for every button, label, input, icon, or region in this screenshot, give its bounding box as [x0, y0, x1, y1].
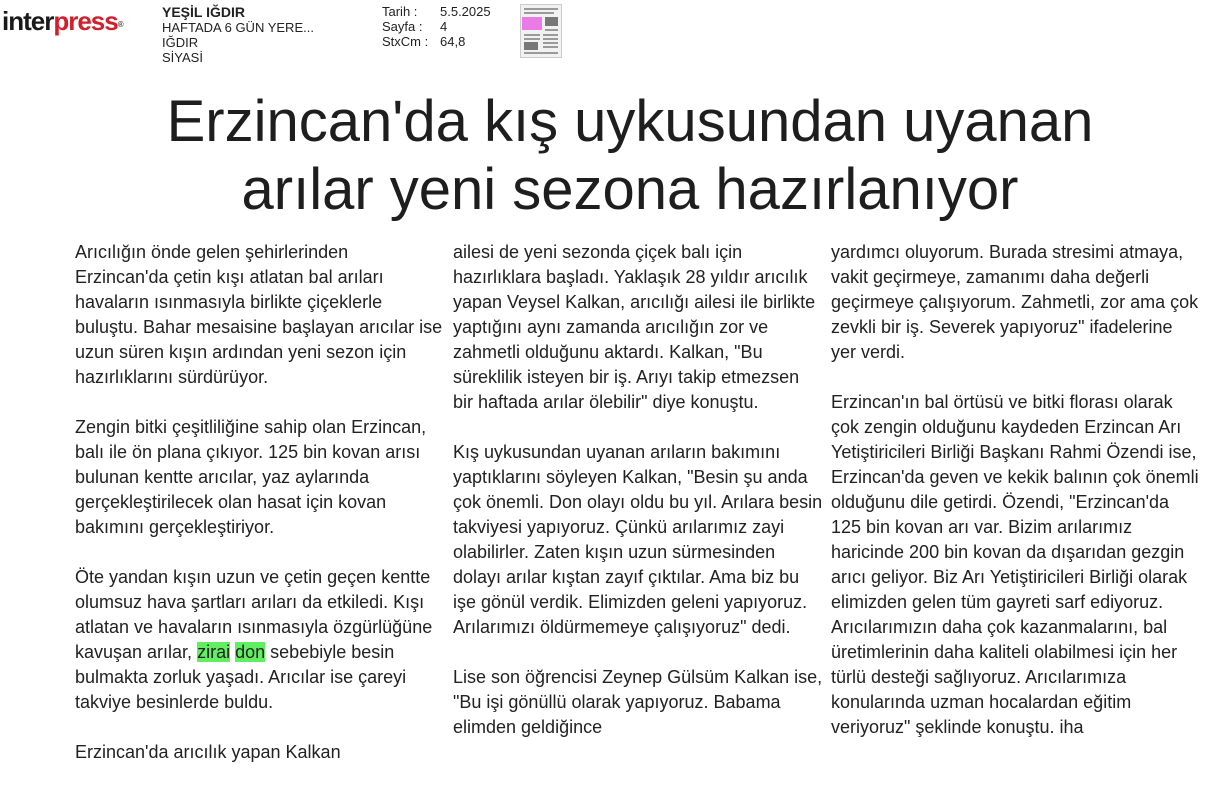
registered-mark: ® — [117, 20, 123, 29]
paragraph: Kış uykusundan uyanan arıların bakımını yaptıklarını söyleyen Kalkan, "Besin şu anda çok önemli. Don olayı oldu bu yıl. Arılara besin takviyesi yapıyoruz. Çünkü arılarımız zayi olabilirler. Zaten kışın uzun sürmesinden dolayı arılar kıştan zayıf çıktılar. Ama biz bu işe gönül verdik. Elimizden geleni yapıyoruz. Arılarımızı öldürmemeye çalışıyoruz" dedi. — [453, 442, 823, 637]
paragraph: Erzincan'da arıcılık yapan Kalkan — [75, 742, 341, 762]
publication-name: YEŞİL IĞDIR — [162, 4, 245, 20]
page-row — [382, 19, 491, 34]
paragraph: Erzincan'ın bal örtüsü ve bitki florası olarak çok zengin olduğunu kaydeden Erzincan Arı Yetiştiricileri Birliği Başkanı Rahmi Özendi ise, Erzincan'da geven ve kekik balının çok önemli olduğunu dile getirdi. Özendi, "Erzincan'da 125 bin kovan arı var. Bizim arılarımız haricinde 200 bin kovan da dışarıdan gezgin arıcı geliyor. Biz Arı Yetiştiricileri Birliği olarak elimizden gelen tüm gayreti sarf ediyoruz. Arıcılarımızın daha çok kazanmalarını, bal üretimlerinin daha kaliteli olabilmesi için her türlü desteği sağlıyoruz. Arıcılarımıza konularında uzman hocalardan eğitim veriyoruz" şeklinde konuştu. iha — [831, 392, 1199, 737]
paragraph: yardımcı oluyorum. Burada stresimi atmaya, vakit geçirmeye, zamanımı daha değerli geçirmeye çalışıyorum. Zahmetli, zor ama çok zevkli bir iş. Severek yapıyoruz" ifadelerine yer verdi. — [831, 242, 1199, 362]
page-label: Sayfa : — [382, 19, 423, 34]
paragraph-text: sebebiyle besin bulmakta zorluk yaşadı. Arıcılar ise çareyi takviye besinlerde buldu. — [75, 642, 407, 712]
highlighted-keyword: don — [235, 642, 266, 662]
date-row — [382, 4, 491, 19]
stxcm-label: StxCm : — [382, 34, 429, 49]
interpress-logo — [2, 6, 123, 36]
logo-part2: press — [53, 6, 118, 36]
article-column-3 — [831, 240, 1201, 765]
publication-city: IĞDIR — [162, 35, 199, 50]
stxcm-value: 64,8 — [440, 34, 466, 49]
article-location-highlight — [522, 17, 542, 30]
highlighted-keyword: zirai — [197, 642, 231, 662]
headline-line-2: arılar yeni sezona hazırlanıyor — [241, 157, 1019, 222]
date-value: 5.5.2025 — [440, 4, 491, 19]
logo-part1: inter — [2, 6, 54, 36]
article-headline — [40, 88, 1215, 224]
paragraph-text: Öte yandan kışın uzun ve çetin geçen kentte olumsuz hava şartları arıları da etkiledi. Kışı atlatan ve havaların ısınmasıyla özgürlüğüne kavuşan arılar, — [75, 567, 433, 662]
paragraph: Arıcılığın önde gelen şehirlerinden Erzincan'da çetin kışı atlatan bal arıları havaların ısınmasıyla birlikte çiçeklerle buluştu. Bahar mesaisine başlayan arıcılar ise uzun süren kışın ardından yeni sezon için hazırlıklarını sürdürüyor. — [75, 242, 443, 387]
clipping-meta — [162, 5, 314, 65]
paragraph: Zengin bitki çeşitliliğine sahip olan Erzincan, balı ile ön plana çıkıyor. 125 bin kovan arısı bulunan kentte arıcılar, yaz aylarında gerçekleştirilecek olan hasat için kovan bakımını gerçekleştiriyor. — [75, 417, 427, 537]
publication-frequency: HAFTADA 6 GÜN YERE... — [162, 20, 314, 35]
article-column-1 — [75, 240, 445, 790]
page-value: 4 — [440, 19, 448, 34]
date-label: Tarih : — [382, 4, 418, 19]
paragraph — [75, 565, 445, 715]
stxcm-row — [382, 34, 491, 49]
clipping-details — [382, 4, 491, 49]
headline-line-1: Erzincan'da kış uykusundan uyanan — [166, 89, 1094, 154]
publication-category: SİYASİ — [162, 50, 203, 65]
article-column-2 — [453, 240, 823, 765]
paragraph: Lise son öğrencisi Zeynep Gülsüm Kalkan ise, "Bu işi gönüllü olarak yapıyoruz. Babama elimden geldiğince — [453, 667, 823, 737]
page-thumbnail[interactable] — [520, 4, 562, 58]
paragraph: ailesi de yeni sezonda çiçek balı için hazırlıklara başladı. Yaklaşık 28 yıldır arıcılık yapan Veysel Kalkan, arıcılığı ailesi ile birlikte yaptığını aynı zamanda arıcılığın zor ve zahmetli olduğunu aktardı. Kalkan, "Bu süreklilik isteyen bir iş. Arıyı takip etmezsen bir haftada arılar ölebilir" diye konuştu. — [453, 242, 816, 412]
